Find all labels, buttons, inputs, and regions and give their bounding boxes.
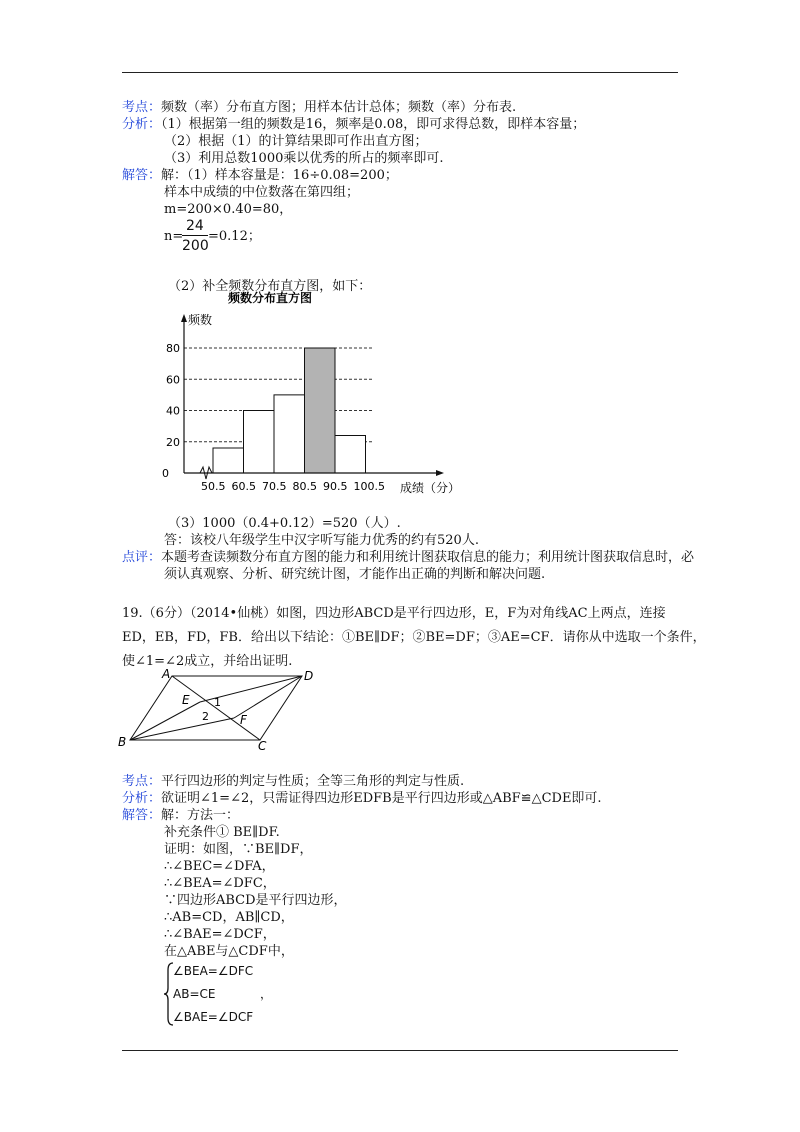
jieda19-line-3: 证明：如图，∵BE∥DF， bbox=[164, 842, 313, 857]
n-suffix: =0.12； bbox=[208, 229, 261, 244]
jieda-row bbox=[122, 168, 398, 184]
x-axis-label: 成绩（分） bbox=[400, 481, 461, 495]
y-tick-labels bbox=[162, 342, 180, 480]
jieda19-line-2: 补充条件① BE∥DF. bbox=[164, 825, 280, 840]
x-tick-label: 50.5 bbox=[201, 480, 226, 493]
x-tick-label: 100.5 bbox=[353, 480, 385, 493]
x-tick-label: 80.5 bbox=[292, 480, 317, 493]
label-d: D bbox=[304, 669, 314, 683]
kaodian19-label: 考点： bbox=[122, 774, 162, 789]
jieda19-row bbox=[122, 808, 239, 824]
jieda19-line-1: 解：方法一： bbox=[161, 808, 240, 823]
answer-text: 答：该校八年级学生中汉字听写能力优秀的约有520人. bbox=[164, 533, 479, 548]
fenxi-line-1: （1）根据第一组的频数是16，频率是0.08，即可求得总数，即样本容量； bbox=[161, 117, 586, 132]
label-c: C bbox=[258, 739, 267, 753]
system-line-2: AB=CE bbox=[173, 987, 216, 1001]
jieda19-line-7: ∴AB=CD，AB∥CD， bbox=[164, 910, 294, 925]
jieda-label: 解答： bbox=[122, 168, 162, 183]
system-line-3: ∠BAE=∠DCF bbox=[173, 1010, 254, 1024]
system-suffix: ， bbox=[260, 987, 273, 1001]
y-tick-label: 60 bbox=[166, 373, 180, 387]
label-angle-2: 2 bbox=[202, 710, 209, 723]
jieda-line-3: m=200×0.40=80， bbox=[164, 202, 293, 217]
jieda19-line-8: ∴∠BAE=∠DCF， bbox=[164, 927, 276, 942]
problem19-line-3: 使∠1=∠2成立，并给出证明. bbox=[122, 654, 293, 669]
jieda-line-2: 样本中成绩的中位数落在第四组； bbox=[164, 185, 360, 200]
y-tick-label: 40 bbox=[166, 404, 180, 418]
bar-90.5-100.5 bbox=[335, 436, 366, 474]
problem19-line-1: 19.（6分）（2014•仙桃）如图，四边形ABCD是平行四边形，E，F为对角线AC上两点，连接 bbox=[122, 606, 666, 621]
x-tick-label: 60.5 bbox=[231, 480, 256, 493]
bottom-rule bbox=[122, 1050, 678, 1051]
n-numerator: 24 bbox=[186, 218, 204, 234]
kaodian-row bbox=[122, 100, 516, 116]
jieda19-label: 解答： bbox=[122, 808, 162, 823]
y-tick-label: 20 bbox=[166, 435, 180, 449]
bar-60.5-70.5 bbox=[244, 411, 275, 474]
fenxi-label: 分析： bbox=[122, 117, 162, 132]
dianping-label: 点评： bbox=[122, 550, 162, 565]
problem19-line-2: ED，EB，FD，FB．给出以下结论：①BE∥DF；②BE=DF；③AE=CF．请你从中选取一个条件， bbox=[122, 630, 706, 645]
fenxi19-label: 分析： bbox=[122, 791, 162, 806]
bar-50.5-60.5 bbox=[213, 448, 244, 473]
dianping-row bbox=[122, 550, 694, 566]
jieda19-line-4: ∴∠BEC=∠DFA， bbox=[164, 859, 275, 874]
label-a: A bbox=[162, 667, 171, 681]
x-tick-labels bbox=[201, 480, 385, 493]
segment-fd bbox=[234, 676, 302, 718]
label-angle-1: 1 bbox=[214, 696, 221, 709]
kaodian19-text: 平行四边形的判定与性质；全等三角形的判定与性质. bbox=[161, 774, 465, 789]
segment-bf bbox=[130, 718, 234, 740]
chart-title: 频数分布直方图 bbox=[228, 291, 313, 305]
n-denominator: 200 bbox=[182, 238, 209, 254]
jieda19-line-5: ∴∠BEA=∠DFC， bbox=[164, 876, 276, 891]
fenxi-line-2: （2）根据（1）的计算结果即可作出直方图； bbox=[164, 134, 428, 149]
kaodian19-row bbox=[122, 774, 464, 790]
system-line-1: ∠BEA=∠DFC bbox=[173, 964, 254, 978]
x-tick-label: 90.5 bbox=[323, 480, 348, 493]
parallelogram-figure bbox=[118, 667, 318, 753]
y-axis-label: 频数 bbox=[188, 313, 213, 327]
y-tick-label: 80 bbox=[166, 342, 180, 355]
x-axis-arrow bbox=[436, 470, 444, 476]
y-tick-label: 0 bbox=[162, 467, 169, 480]
dianping-line-1: 本题考查读频数分布直方图的能力和利用统计图获取信息的能力；利用统计图获取信息时，必 bbox=[161, 550, 695, 565]
fenxi-row bbox=[122, 117, 585, 133]
jieda19-line-9: 在△ABE与△CDF中， bbox=[164, 944, 294, 959]
label-e: E bbox=[182, 693, 190, 707]
jieda19-line-6: ∵四边形ABCD是平行四边形， bbox=[164, 893, 347, 908]
kaodian-text: 频数（率）分布直方图；用样本估计总体；频数（率）分布表. bbox=[161, 100, 517, 115]
label-b: B bbox=[118, 735, 127, 749]
x-tick-label: 70.5 bbox=[262, 480, 287, 493]
dianping-line-2: 须认真观察、分析、研究统计图，才能作出正确的判断和解决问题. bbox=[164, 567, 546, 582]
fenxi-line-3: （3）利用总数1000乘以优秀的所占的频率即可. bbox=[164, 151, 444, 166]
n-prefix: n= bbox=[164, 229, 184, 244]
kaodian-label: 考点： bbox=[122, 100, 162, 115]
bar-70.5-80.5 bbox=[274, 395, 305, 473]
top-rule bbox=[122, 72, 678, 73]
fenxi19-text: 欲证明∠1=∠2，只需证得四边形EDFB是平行四边形或△ABF≌△CDE即可. bbox=[161, 791, 602, 806]
segment-be bbox=[130, 702, 200, 740]
y-axis-arrow bbox=[181, 314, 187, 322]
fenxi19-row bbox=[122, 791, 602, 807]
jieda-line-1: 解：（1）样本容量是：16÷0.08=200； bbox=[161, 168, 398, 183]
part2-text: （2）补全频数分布直方图，如下： bbox=[168, 279, 372, 294]
bar-80.5-90.5 bbox=[305, 348, 336, 473]
label-f: F bbox=[240, 713, 247, 727]
part3-text: （3）1000（0.4+0.12）=520（人）. bbox=[168, 516, 401, 531]
histogram-chart bbox=[160, 290, 470, 500]
fraction-bar bbox=[182, 235, 208, 236]
